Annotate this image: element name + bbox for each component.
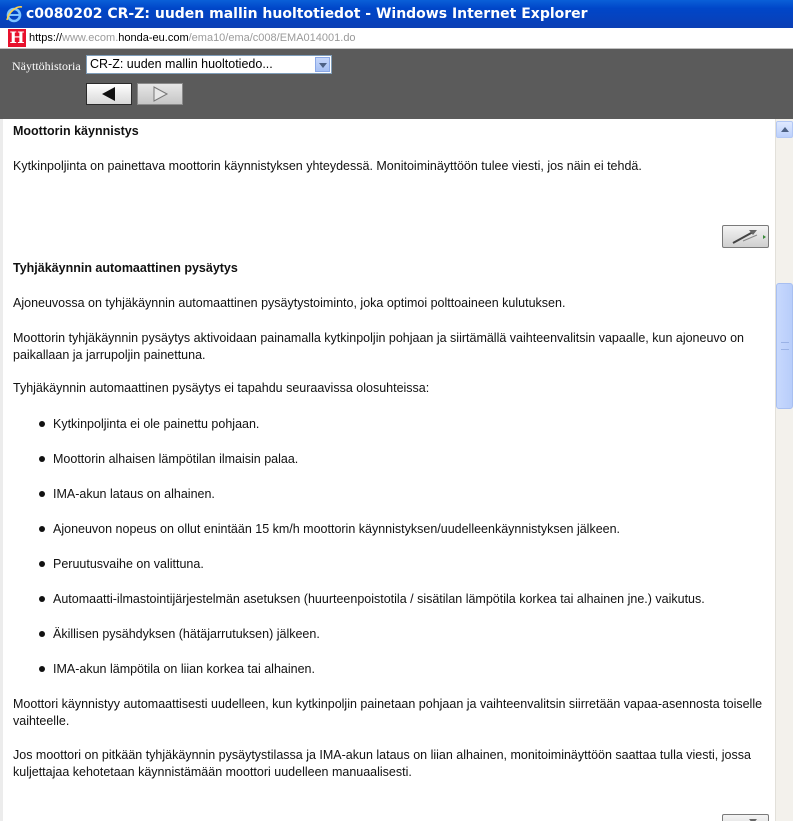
idle-stop-paragraph-4: Moottori käynnistyy automaattisesti uudelleen, kun kytkinpoljin painetaan pohjaan ja vaihteenvalitsin siirretään vapaa-asennosta toiselle vaihteelle. xyxy=(13,697,763,728)
scroll-up-button[interactable] xyxy=(776,121,793,138)
section-heading-engine-start: Moottorin käynnistys xyxy=(13,124,139,138)
engine-start-text: Kytkinpoljinta on painettava moottorin käynnistyksen yhteydessä. Monitoiminäyttöön tulee viesti, jos näin ei tehdä. xyxy=(13,159,642,173)
list-item: Ajoneuvon nopeus on ollut enintään 15 km/h moottorin käynnistyksen/uudelleenkäynnistyksen jälkeen. xyxy=(53,522,621,536)
address-bar[interactable] xyxy=(0,28,793,49)
address-url[interactable] xyxy=(29,28,356,48)
arrow-right-icon xyxy=(138,84,182,104)
list-item: Kytkinpoljinta ei ole painettu pohjaan. xyxy=(53,417,260,431)
history-toolbar xyxy=(0,49,793,119)
arrow-left-icon xyxy=(87,84,131,104)
dropdown-arrow-icon[interactable] xyxy=(315,57,330,72)
bullet-icon xyxy=(39,491,45,497)
list-item: IMA-akun lämpötila on liian korkea tai alhainen. xyxy=(53,662,315,676)
idle-stop-paragraph-3: Tyhjäkäynnin automaattinen pysäytys ei tapahdu seuraavissa olosuhteissa: xyxy=(13,381,430,395)
list-item: Automaatti-ilmastointijärjestelmän asetuksen (huurteenpoistotila / sisätilan lämpötila korkea tai alhainen jne.) vaikutus. xyxy=(53,592,705,606)
history-select[interactable] xyxy=(86,55,332,74)
screwdriver-tool-icon xyxy=(723,815,768,821)
manual-content xyxy=(0,119,775,821)
screwdriver-tool-icon xyxy=(723,226,768,247)
back-button[interactable] xyxy=(86,83,132,105)
url-protocol: https:// xyxy=(29,32,63,44)
list-item: Moottorin alhaisen lämpötilan ilmaisin palaa. xyxy=(53,452,299,466)
tool-button[interactable] xyxy=(722,814,769,821)
window-title: c0080202 CR-Z: uuden mallin huoltotiedot - Windows Internet Explorer xyxy=(26,6,588,22)
bullet-icon xyxy=(39,526,45,532)
url-host: honda-eu.com xyxy=(118,32,189,44)
bullet-icon xyxy=(39,631,45,637)
tool-button[interactable] xyxy=(722,225,769,248)
internet-explorer-icon xyxy=(5,5,23,23)
list-item: Peruutusvaihe on valittuna. xyxy=(53,557,204,571)
url-host-prefix: www.ecom. xyxy=(62,32,119,44)
window-titlebar xyxy=(0,0,793,28)
list-item: Äkillisen pysähdyksen (hätäjarrutuksen) jälkeen. xyxy=(53,627,320,641)
forward-button[interactable] xyxy=(137,83,183,105)
history-select-value: CR-Z: uuden mallin huoltotiedo... xyxy=(90,57,273,71)
idle-stop-paragraph-2: Moottorin tyhjäkäynnin pysäytys aktivoidaan painamalla kytkinpoljin pohjaan ja siirtämällä vaihteenvalitsin vapaalle, kun ajoneuvo on paikallaan ja jarrupoljin painettuna. xyxy=(13,331,744,362)
url-path: /ema10/ema/c008/EMA014001.do xyxy=(188,32,356,44)
bullet-icon xyxy=(39,456,45,462)
bullet-icon xyxy=(39,666,45,672)
honda-site-icon: H xyxy=(9,28,25,47)
idle-stop-paragraph-1: Ajoneuvossa on tyhjäkäynnin automaattinen pysäytystoiminto, joka optimoi polttoaineen kulutuksen. xyxy=(13,296,566,310)
history-label: Näyttöhistoria xyxy=(12,59,81,73)
bullet-icon xyxy=(39,561,45,567)
list-item: IMA-akun lataus on alhainen. xyxy=(53,487,215,501)
section-heading-idle-stop: Tyhjäkäynnin automaattinen pysäytys xyxy=(13,261,238,275)
bullet-icon xyxy=(39,421,45,427)
idle-stop-paragraph-5: Jos moottori on pitkään tyhjäkäynnin pysäytystilassa ja IMA-akun lataus on liian alhainen, monitoiminäyttöön saattaa tulla viesti, jossa kuljettajaa kehotetaan käynnistämään moottori uudelleen manuaalisesti. xyxy=(13,748,751,779)
vertical-scrollbar[interactable] xyxy=(775,119,793,821)
scrollbar-thumb[interactable] xyxy=(776,283,793,409)
bullet-icon xyxy=(39,596,45,602)
